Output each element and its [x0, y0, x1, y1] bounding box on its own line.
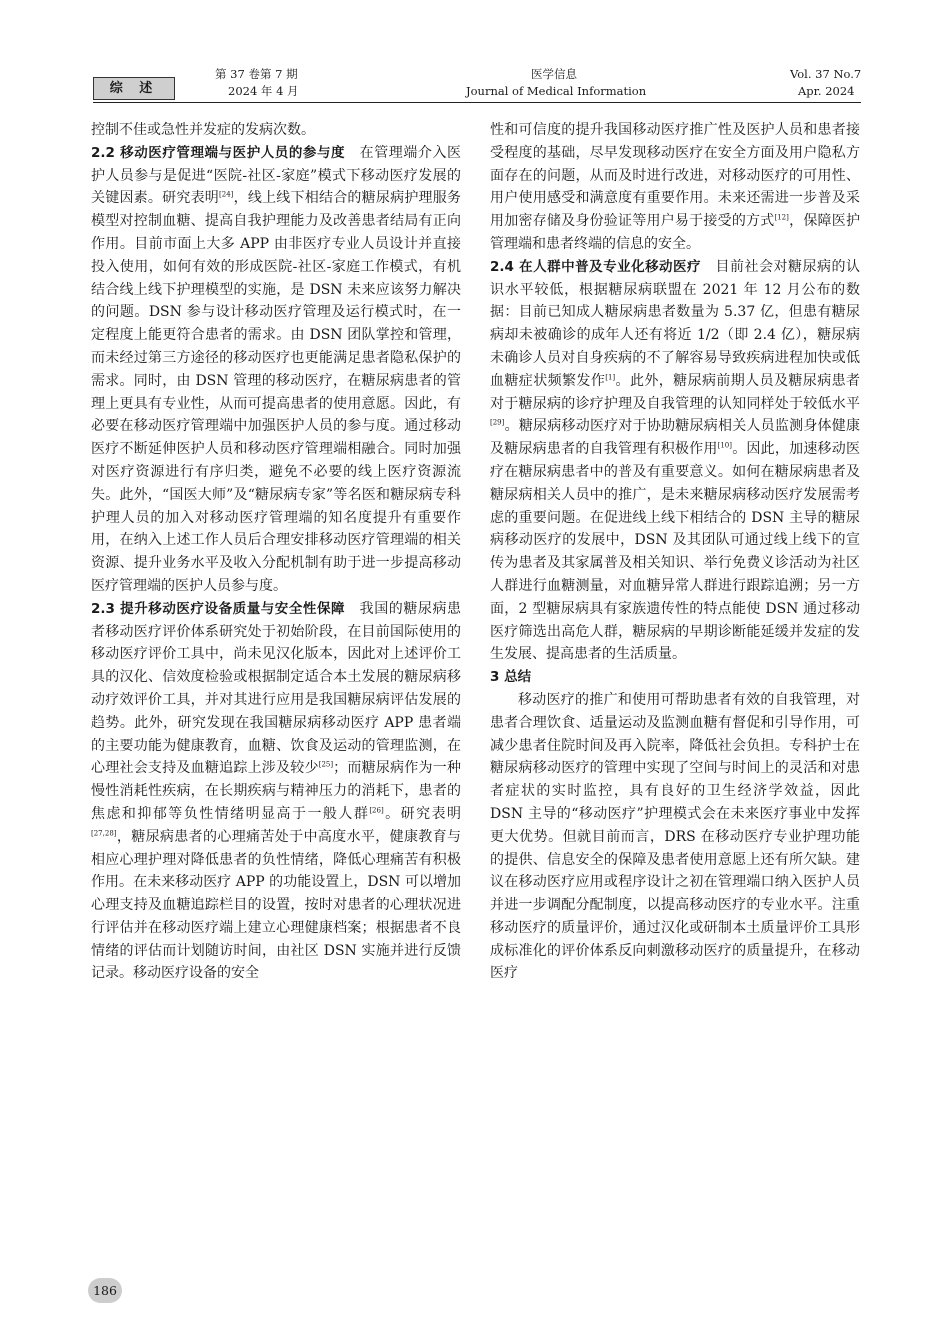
citation[interactable]: [27,28]: [91, 829, 117, 838]
citation[interactable]: [10]: [717, 441, 732, 450]
paragraph: 控制不佳或急性并发症的发病次数。: [91, 122, 315, 138]
section-heading: 2.3 提升移动医疗设备质量与安全性保障: [91, 600, 346, 617]
citation[interactable]: [25]: [318, 760, 334, 769]
left-column: [91, 119, 461, 985]
volume-issue-en: Vol. 37 No.7: [790, 67, 862, 81]
section-heading: 2.4 在人群中普及专业化移动医疗: [490, 258, 702, 275]
section-heading: 2.2 移动医疗管理端与医护人员的参与度: [91, 144, 346, 161]
section-3-heading: [490, 666, 860, 689]
section-tag: 综 述: [93, 77, 175, 100]
citation[interactable]: [24]: [219, 190, 234, 199]
citation[interactable]: [26]: [369, 806, 384, 815]
section-3-body: 移动医疗的推广和使用可帮助患者有效的自我管理，对患者合理饮食、适量运动及监测血糖有督促和引导作用，可减少患者住院时间及再入院率，降低社会负担。专科护士在糖尿病移动医疗的管理中实现了空间与时间上的灵活和对患者症状的实时监控，具有良好的卫生经济学效益，因此 DSN 主导的“移动医疗”护理模式会在未来医疗事业中发挥更大优势。但就目前而言，DRS 在移动医疗专业护理功能的提供、信息安全的保障及患者使用意愿上还有所欠缺。建议在移动医疗应用或程序设计之初在管理端口纳入医护人员并进一步调配分配制度，以提高移动医疗的专业水平。注重移动医疗的质量评价，通过汉化或研制本土质量评价工具形成标准化的评价体系反向刺激移动医疗的质量提升，在移动医疗: [490, 691, 860, 982]
page-number: 186: [88, 1278, 122, 1303]
paragraph: 性和可信度的提升我国移动医疗推广性及医护人员和患者接受程度的基础，尽早发现移动医疗在安全方面及用户隐私方面存在的问题，从而及时进行改进，对移动医疗的可用性、用户使用感受和满意度有重要作用。未来还需进一步普及采用加密存储及身份验证等用户易于接受的方式[12]，保障医护管理端和患者终端的信息的安全。: [490, 122, 860, 252]
section-2-4: 2.4 在人群中普及专业化移动医疗 目前社会对糖尿病的认识水平较低，根据糖尿病联盟在 2021 年 12 月公布的数据：目前已知成人糖尿病患者数量为 5.37 亿，但患有糖尿病却未被确诊的成年人还有将近 1/2（即 2.4 亿），糖尿病未确诊人员对自身疾病的不了解容易导致疾病进程加快或低血糖症状频繁发作[1]。此外，糖尿病前期人员及糖尿病患者对于糖尿病的诊疗护理及自我管理的认知同样处于较低水平[29]。糖尿病移动医疗对于协助糖尿病相关人员监测身体健康及糖尿病患者的自我管理有积极作用[10]。因此，加速移动医疗在糖尿病患者中的普及有重要意义。如何在糖尿病患者及糖尿病相关人员中的推广，是未来糖尿病移动医疗发展需考虑的重要问题。在促进线上线下相结合的 DSN 主导的糖尿病移动医疗的发展中，DSN 及其团队可通过线上线下的宣传为患者及其家属普及相关知识、举行免费义诊活动为社区人群进行血糖测量，对血糖异常人群进行跟踪追溯；另一方面，2 型糖尿病具有家族遗传性的特点能使 DSN 通过移动医疗筛选出高危人群，糖尿病的早期诊断能延缓并发症的发生发展、提高患者的生活质量。: [490, 258, 861, 663]
date-cn: 2024 年 4 月: [228, 84, 299, 98]
volume-issue-cn: 第 37 卷第 7 期: [215, 67, 298, 81]
journal-title-cn: 医学信息: [531, 67, 577, 81]
section-heading: 3 总结: [490, 669, 532, 686]
citation[interactable]: [29]: [490, 418, 505, 427]
date-en: Apr. 2024: [798, 84, 855, 98]
header-rule: [93, 102, 861, 103]
journal-title-en: Journal of Medical Information: [466, 84, 647, 98]
section-2-2: 2.2 移动医疗管理端与医护人员的参与度 在管理端介入医护人员参与是促进“医院-社区-家庭”模式下移动医疗发展的关键因素。研究表明[24]，线上线下相结合的糖尿病护理服务模型对控制血糖、提高自我护理能力及改善患者结局有正向作用。目前市面上大多 APP 由非医疗专业人员设计并直接投入使用，如何有效的形成医院-社区-家庭工作模式，有机结合线上线下护理模型的实施，是 DSN 未来应该努力解决的问题。DSN 参与设计移动医疗管理及运行模式时，在一定程度上能更符合患者的需求。由 DSN 团队掌控和管理，而未经过第三方途径的移动医疗也更能满足患者隐私保护的需求。同时，由 DSN 管理的移动医疗，在糖尿病患者的管理上更具有专业性，从而可提高患者的使用意愿。因此，有必要在移动医疗管理端中加强医护人员的参与度。通过移动医疗不断延伸医护人员和移动医疗管理端相融合。同时加强对医疗资源进行有序归类，避免不必要的线上医疗资源流失。此外，“国医大师”及“糖尿病专家”等名医和糖尿病专科护理人员的加入对移动医疗管理端的知名度提升有重要作用，在纳入上述工作人员后合理安排移动医疗管理端的相关资源、提升业务水平及收入分配机制有助于进一步提高移动医疗管理端的医护人员参与度。: [91, 144, 462, 594]
citation[interactable]: [1]: [605, 373, 616, 382]
section-2-3: 2.3 提升移动医疗设备质量与安全性保障 我国的糖尿病患者移动医疗评价体系研究处于初始阶段，在目前国际使用的移动医疗评价工具中，尚未见汉化版本，因此对上述评价工具的汉化、信效度检验或根据制定适合本土发展的糖尿病移动疗效评价工具，并对其进行应用是我国糖尿病评估发展的趋势。此外，研究发现在我国糖尿病移动医疗 APP 患者端的主要功能为健康教育，血糖、饮食及运动的管理监测，在心理社会支持及血糖追踪上涉及较少[25]；而糖尿病作为一种慢性消耗性疾病，在长期疾病与精神压力的消耗下，患者的焦虑和抑郁等负性情绪明显高于一般人群[26]。研究表明[27,28]，糖尿病患者的心理痛苦处于中高度水平，健康教育与相应心理护理对降低患者的负性情绪，降低心理痛苦有积极作用。在未来移动医疗 APP 的功能设置上，DSN 可以增加心理支持及血糖追踪栏目的设置，按时对患者的心理状况进行评估并在移动医疗端上建立心理健康档案；根据患者不良情绪的评估而计划随访时间，由社区 DSN 实施并进行反馈记录。移动医疗设备的安全: [91, 600, 462, 982]
citation[interactable]: [12]: [774, 213, 789, 222]
right-column: [490, 119, 860, 985]
